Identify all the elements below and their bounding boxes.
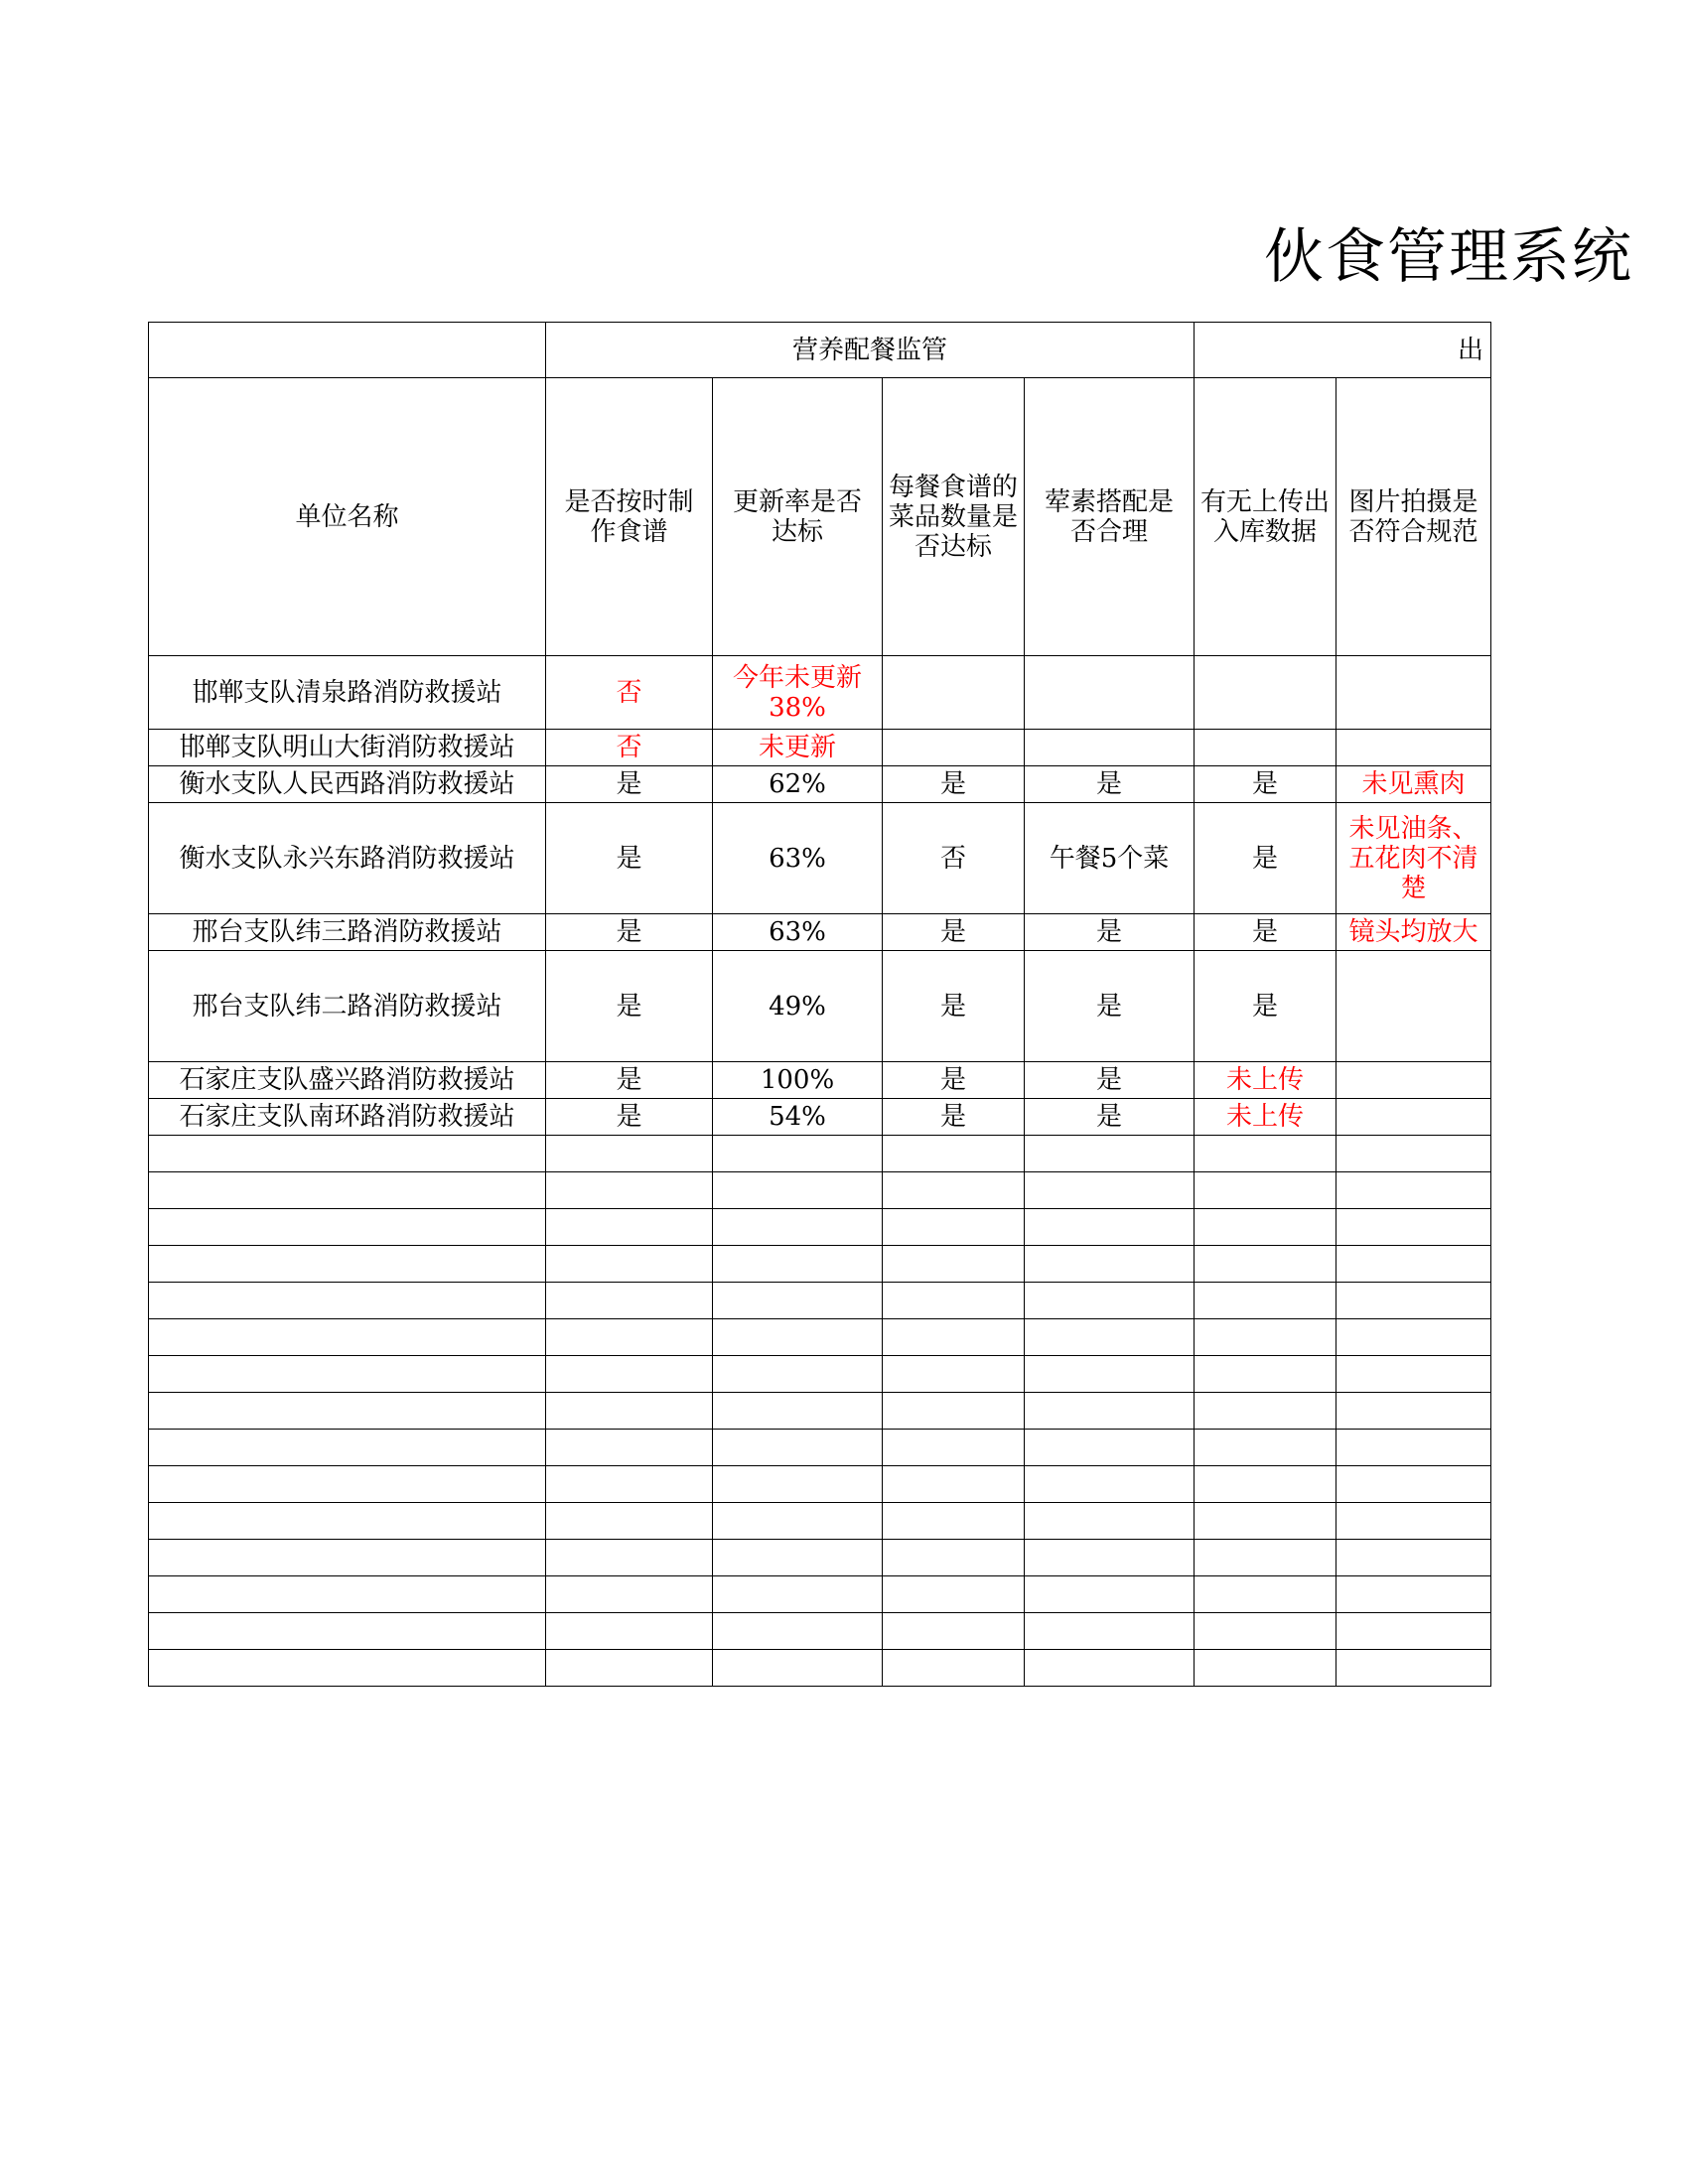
empty-cell[interactable] <box>149 1503 546 1540</box>
on-time-cell[interactable]: 否 <box>546 730 713 766</box>
update-rate-cell[interactable]: 54% <box>713 1099 883 1136</box>
empty-cell[interactable] <box>1025 1319 1195 1356</box>
empty-cell[interactable] <box>1025 1466 1195 1503</box>
balance-cell[interactable]: 是 <box>1025 1062 1195 1099</box>
empty-cell[interactable] <box>149 1466 546 1503</box>
empty-cell[interactable] <box>883 1466 1025 1503</box>
dish-count-cell[interactable]: 是 <box>883 914 1025 951</box>
empty-cell[interactable] <box>149 1356 546 1393</box>
photo-cell[interactable]: 未见熏肉 <box>1336 766 1491 803</box>
empty-cell[interactable] <box>149 1576 546 1613</box>
empty-cell[interactable] <box>713 1503 883 1540</box>
empty-cell[interactable] <box>149 1319 546 1356</box>
empty-row <box>149 1393 1491 1430</box>
empty-cell[interactable] <box>883 1576 1025 1613</box>
dish-count-cell[interactable]: 是 <box>883 766 1025 803</box>
empty-cell[interactable] <box>1336 1172 1491 1209</box>
empty-cell[interactable] <box>1195 1503 1336 1540</box>
upload-cell[interactable] <box>1195 656 1336 730</box>
empty-cell[interactable] <box>149 1650 546 1687</box>
empty-cell[interactable] <box>713 1650 883 1687</box>
empty-cell[interactable] <box>1025 1430 1195 1466</box>
empty-cell[interactable] <box>546 1576 713 1613</box>
empty-cell[interactable] <box>149 1172 546 1209</box>
empty-cell[interactable] <box>713 1576 883 1613</box>
on-time-cell[interactable]: 是 <box>546 766 713 803</box>
empty-cell[interactable] <box>546 1209 713 1246</box>
table-row <box>149 803 1491 914</box>
unit-name-cell[interactable]: 邢台支队纬三路消防救援站 <box>149 914 546 951</box>
empty-cell[interactable] <box>1025 1576 1195 1613</box>
empty-cell[interactable] <box>546 1430 713 1466</box>
empty-cell[interactable] <box>546 1356 713 1393</box>
empty-row <box>149 1576 1491 1613</box>
unit-name-cell[interactable]: 衡水支队永兴东路消防救援站 <box>149 803 546 914</box>
empty-cell[interactable] <box>1025 1393 1195 1430</box>
empty-row <box>149 1540 1491 1576</box>
table-row <box>149 1062 1491 1099</box>
empty-cell[interactable] <box>1336 1576 1491 1613</box>
unit-name-cell[interactable]: 邯郸支队清泉路消防救援站 <box>149 656 546 730</box>
empty-cell[interactable] <box>883 1430 1025 1466</box>
table-row <box>149 1099 1491 1136</box>
empty-cell[interactable] <box>1025 1283 1195 1319</box>
update-rate-cell[interactable]: 63% <box>713 803 883 914</box>
empty-cell[interactable] <box>713 1136 883 1172</box>
empty-row <box>149 1613 1491 1650</box>
empty-cell[interactable] <box>883 1503 1025 1540</box>
empty-cell[interactable] <box>713 1613 883 1650</box>
corner-cell[interactable] <box>149 323 546 378</box>
empty-cell[interactable] <box>1336 1393 1491 1430</box>
balance-cell[interactable]: 是 <box>1025 766 1195 803</box>
empty-cell[interactable] <box>546 1613 713 1650</box>
empty-cell[interactable] <box>883 1393 1025 1430</box>
table-row <box>149 914 1491 951</box>
empty-cell[interactable] <box>1195 1356 1336 1393</box>
empty-cell[interactable] <box>1336 1319 1491 1356</box>
empty-cell[interactable] <box>1025 1540 1195 1576</box>
empty-cell[interactable] <box>713 1172 883 1209</box>
empty-cell[interactable] <box>1336 1503 1491 1540</box>
upload-cell[interactable]: 未上传 <box>1195 1062 1336 1099</box>
blank-rows <box>149 1136 1491 1687</box>
balance-cell[interactable]: 是 <box>1025 914 1195 951</box>
empty-cell[interactable] <box>883 1172 1025 1209</box>
empty-cell[interactable] <box>546 1393 713 1430</box>
empty-cell[interactable] <box>713 1540 883 1576</box>
update-rate-cell[interactable]: 63% <box>713 914 883 951</box>
empty-cell[interactable] <box>883 1613 1025 1650</box>
empty-row <box>149 1283 1491 1319</box>
empty-cell[interactable] <box>1025 1650 1195 1687</box>
table-row <box>149 730 1491 766</box>
empty-cell[interactable] <box>1025 1209 1195 1246</box>
empty-cell[interactable] <box>883 1540 1025 1576</box>
empty-cell[interactable] <box>713 1209 883 1246</box>
empty-cell[interactable] <box>713 1319 883 1356</box>
empty-cell[interactable] <box>883 1319 1025 1356</box>
empty-cell[interactable] <box>883 1136 1025 1172</box>
sheet-title: 伙食管理系统 <box>1264 222 1633 292</box>
empty-row <box>149 1209 1491 1246</box>
empty-cell[interactable] <box>1195 1319 1336 1356</box>
upload-cell[interactable]: 未上传 <box>1195 1099 1336 1136</box>
empty-row <box>149 1466 1491 1503</box>
on-time-cell[interactable]: 是 <box>546 1062 713 1099</box>
empty-cell[interactable] <box>883 1209 1025 1246</box>
empty-cell[interactable] <box>1336 1136 1491 1172</box>
empty-cell[interactable] <box>546 1246 713 1283</box>
empty-cell[interactable] <box>546 1283 713 1319</box>
empty-cell[interactable] <box>713 1356 883 1393</box>
empty-cell[interactable] <box>546 1466 713 1503</box>
unit-name-cell[interactable]: 石家庄支队盛兴路消防救援站 <box>149 1062 546 1099</box>
balance-cell[interactable] <box>1025 656 1195 730</box>
on-time-cell[interactable]: 是 <box>546 951 713 1062</box>
upload-cell[interactable]: 是 <box>1195 803 1336 914</box>
empty-cell[interactable] <box>1336 1209 1491 1246</box>
unit-name-cell[interactable]: 衡水支队人民西路消防救援站 <box>149 766 546 803</box>
balance-cell[interactable] <box>1025 730 1195 766</box>
empty-cell[interactable] <box>149 1430 546 1466</box>
photo-cell[interactable]: 未见油条、五花肉不清楚 <box>1336 803 1491 914</box>
empty-cell[interactable] <box>1336 1613 1491 1650</box>
empty-row <box>149 1503 1491 1540</box>
table-row <box>149 656 1491 730</box>
empty-cell[interactable] <box>1025 1356 1195 1393</box>
header-stock-data-uploaded[interactable]: 有无上传出入库数据 <box>1195 378 1336 656</box>
empty-cell[interactable] <box>883 1283 1025 1319</box>
empty-cell[interactable] <box>713 1430 883 1466</box>
dish-count-cell[interactable] <box>883 656 1025 730</box>
dish-count-cell[interactable]: 否 <box>883 803 1025 914</box>
upload-cell[interactable] <box>1195 730 1336 766</box>
empty-cell[interactable] <box>149 1283 546 1319</box>
empty-cell[interactable] <box>546 1650 713 1687</box>
update-rate-cell[interactable]: 今年未更新38% <box>713 656 883 730</box>
empty-cell[interactable] <box>1195 1136 1336 1172</box>
empty-cell[interactable] <box>1336 1466 1491 1503</box>
empty-cell[interactable] <box>149 1540 546 1576</box>
update-rate-cell[interactable]: 100% <box>713 1062 883 1099</box>
unit-name-cell[interactable]: 邯郸支队明山大街消防救援站 <box>149 730 546 766</box>
unit-name-cell[interactable]: 邢台支队纬二路消防救援站 <box>149 951 546 1062</box>
header-dish-count[interactable]: 每餐食谱的菜品数量是否达标 <box>883 378 1025 656</box>
empty-cell[interactable] <box>1025 1136 1195 1172</box>
report-table <box>148 322 1491 1687</box>
empty-cell[interactable] <box>1195 1540 1336 1576</box>
dish-count-cell[interactable]: 是 <box>883 1062 1025 1099</box>
empty-cell[interactable] <box>1336 1356 1491 1393</box>
dish-count-cell[interactable]: 是 <box>883 951 1025 1062</box>
upload-cell[interactable]: 是 <box>1195 914 1336 951</box>
empty-cell[interactable] <box>149 1613 546 1650</box>
empty-cell[interactable] <box>1195 1650 1336 1687</box>
empty-cell[interactable] <box>1195 1393 1336 1430</box>
empty-cell[interactable] <box>1025 1613 1195 1650</box>
empty-cell[interactable] <box>1025 1503 1195 1540</box>
empty-cell[interactable] <box>713 1466 883 1503</box>
empty-cell[interactable] <box>1195 1466 1336 1503</box>
header-meat-veg-balance[interactable]: 荤素搭配是否合理 <box>1025 378 1195 656</box>
empty-row <box>149 1430 1491 1466</box>
photo-cell[interactable] <box>1336 656 1491 730</box>
empty-cell[interactable] <box>1025 1246 1195 1283</box>
empty-cell[interactable] <box>713 1246 883 1283</box>
empty-cell[interactable] <box>149 1393 546 1430</box>
update-rate-cell[interactable]: 49% <box>713 951 883 1062</box>
upload-cell[interactable]: 是 <box>1195 766 1336 803</box>
photo-cell[interactable] <box>1336 951 1491 1062</box>
empty-cell[interactable] <box>149 1136 546 1172</box>
empty-cell[interactable] <box>1195 1430 1336 1466</box>
column-header-row <box>149 378 1491 656</box>
empty-cell[interactable] <box>883 1356 1025 1393</box>
group-header-stock[interactable]: 出 <box>1195 323 1491 378</box>
empty-row <box>149 1319 1491 1356</box>
empty-cell[interactable] <box>1195 1576 1336 1613</box>
empty-row <box>149 1356 1491 1393</box>
update-rate-cell[interactable]: 未更新 <box>713 730 883 766</box>
empty-row <box>149 1246 1491 1283</box>
empty-cell[interactable] <box>546 1136 713 1172</box>
photo-cell[interactable] <box>1336 730 1491 766</box>
empty-cell[interactable] <box>883 1650 1025 1687</box>
on-time-cell[interactable]: 是 <box>546 914 713 951</box>
empty-cell[interactable] <box>883 1246 1025 1283</box>
on-time-cell[interactable]: 否 <box>546 656 713 730</box>
empty-cell[interactable] <box>713 1393 883 1430</box>
empty-cell[interactable] <box>1195 1209 1336 1246</box>
photo-cell[interactable] <box>1336 1062 1491 1099</box>
empty-cell[interactable] <box>713 1283 883 1319</box>
photo-cell[interactable]: 镜头均放大 <box>1336 914 1491 951</box>
empty-cell[interactable] <box>1025 1172 1195 1209</box>
empty-row <box>149 1650 1491 1687</box>
header-photo-standard[interactable]: 图片拍摄是否符合规范 <box>1336 378 1491 656</box>
update-rate-cell[interactable]: 62% <box>713 766 883 803</box>
empty-cell[interactable] <box>546 1172 713 1209</box>
empty-row <box>149 1136 1491 1172</box>
empty-cell[interactable] <box>546 1319 713 1356</box>
on-time-cell[interactable]: 是 <box>546 803 713 914</box>
group-header-nutrition[interactable]: 营养配餐监管 <box>546 323 1195 378</box>
dish-count-cell[interactable] <box>883 730 1025 766</box>
empty-cell[interactable] <box>546 1540 713 1576</box>
unit-name-cell[interactable]: 石家庄支队南环路消防救援站 <box>149 1099 546 1136</box>
empty-cell[interactable] <box>149 1209 546 1246</box>
empty-cell[interactable] <box>1195 1283 1336 1319</box>
balance-cell[interactable]: 是 <box>1025 1099 1195 1136</box>
upload-cell[interactable]: 是 <box>1195 951 1336 1062</box>
empty-cell[interactable] <box>1336 1246 1491 1283</box>
empty-cell[interactable] <box>1195 1613 1336 1650</box>
balance-cell[interactable]: 午餐5个菜 <box>1025 803 1195 914</box>
empty-cell[interactable] <box>1195 1246 1336 1283</box>
header-unit-name[interactable]: 单位名称 <box>149 378 546 656</box>
balance-cell[interactable]: 是 <box>1025 951 1195 1062</box>
empty-row <box>149 1172 1491 1209</box>
photo-cell[interactable] <box>1336 1099 1491 1136</box>
empty-cell[interactable] <box>1336 1430 1491 1466</box>
empty-cell[interactable] <box>546 1503 713 1540</box>
table-row <box>149 951 1491 1062</box>
empty-cell[interactable] <box>1336 1540 1491 1576</box>
table-row <box>149 766 1491 803</box>
group-header-row <box>149 323 1491 378</box>
empty-cell[interactable] <box>1195 1172 1336 1209</box>
header-update-rate[interactable]: 更新率是否达标 <box>713 378 883 656</box>
on-time-cell[interactable]: 是 <box>546 1099 713 1136</box>
empty-cell[interactable] <box>1336 1650 1491 1687</box>
empty-cell[interactable] <box>149 1246 546 1283</box>
header-on-time-menu[interactable]: 是否按时制作食谱 <box>546 378 713 656</box>
empty-cell[interactable] <box>1336 1283 1491 1319</box>
dish-count-cell[interactable]: 是 <box>883 1099 1025 1136</box>
spreadsheet <box>148 0 1633 2184</box>
